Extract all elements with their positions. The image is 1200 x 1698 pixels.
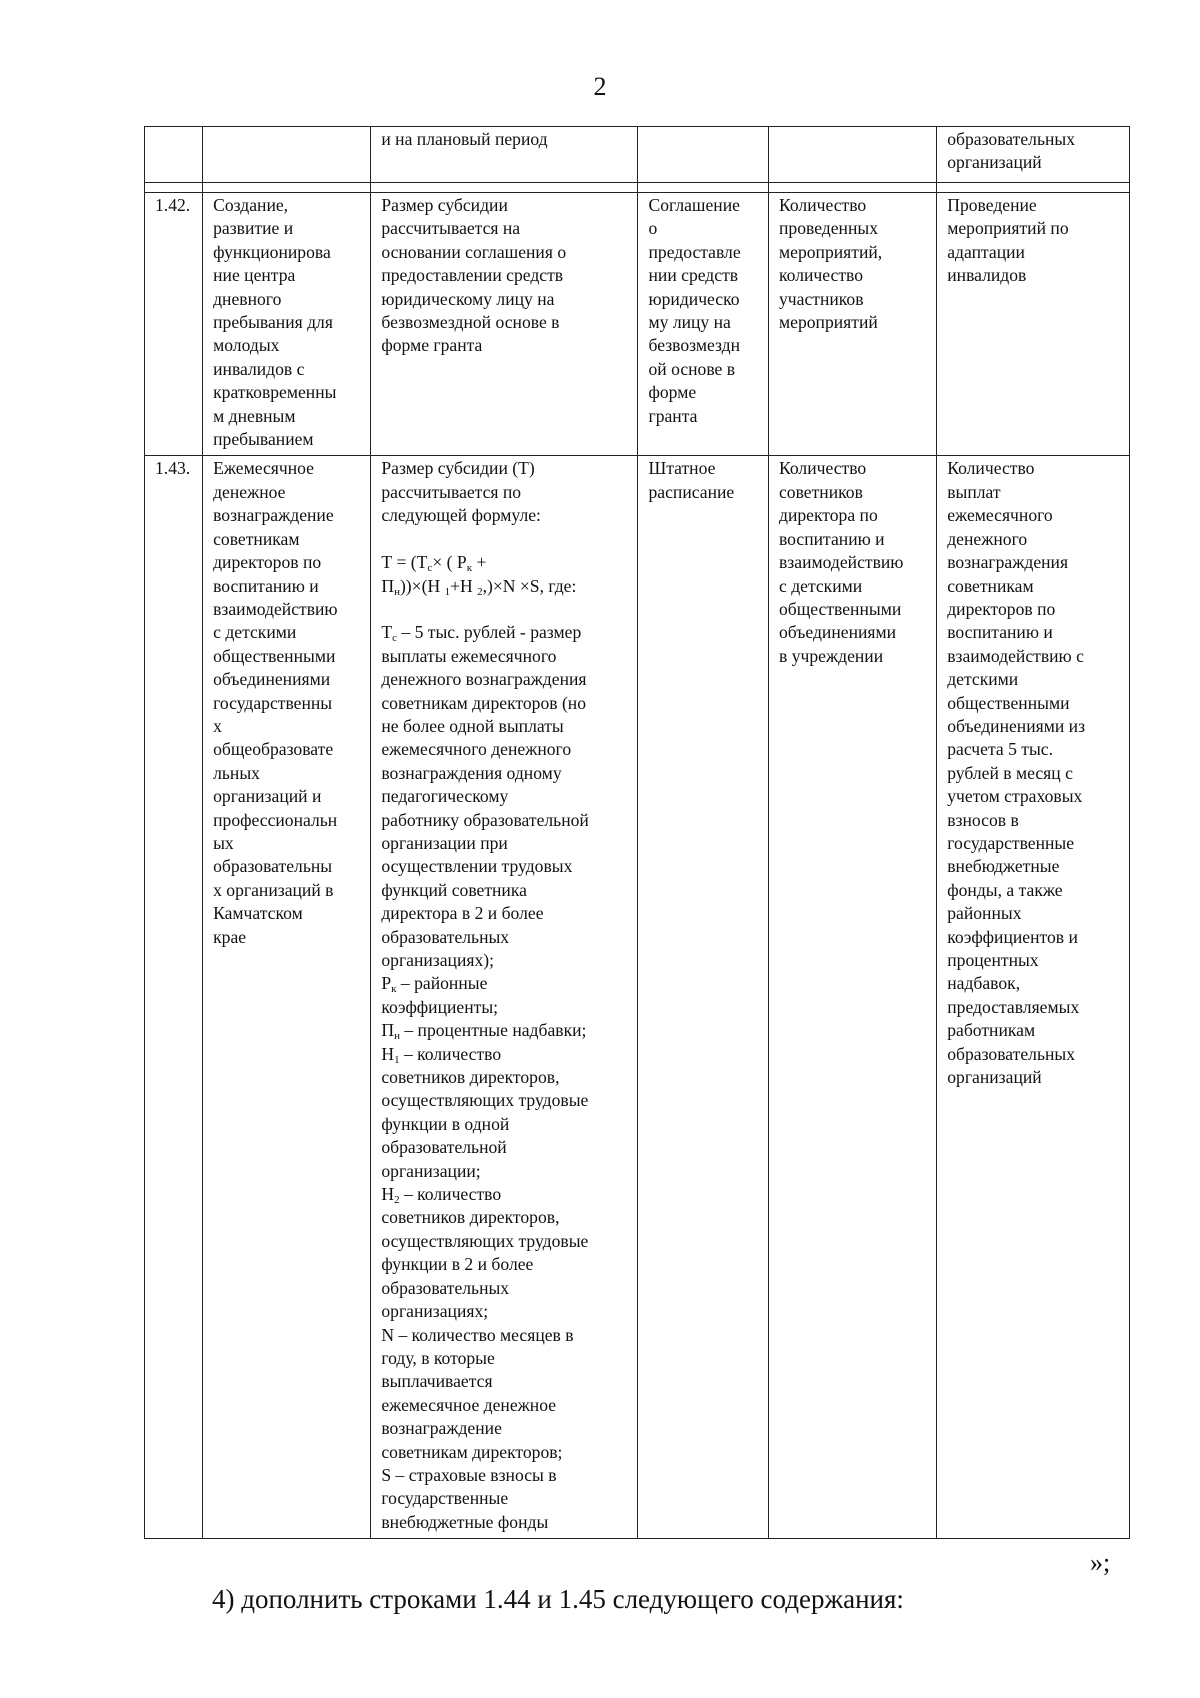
cell-basis bbox=[638, 127, 769, 183]
basis-document: Соглашение о предоставле нии средств юридическо му лицу на безвозмездн ой основе в форме гранта bbox=[638, 193, 769, 456]
table-row-1-42 bbox=[145, 193, 1130, 456]
subsidy-table bbox=[144, 126, 1130, 1539]
row-number: 1.43. bbox=[145, 456, 203, 1539]
indicator: Количество советников директора по воспитанию и взаимодействию с детскими общественными объединениями в учреждении bbox=[769, 456, 937, 1539]
cell-result: образовательных организаций bbox=[937, 127, 1130, 183]
calculation-method: Размер субсидии рассчитывается на основании соглашения о предоставлении средств юридическому лицу на безвозмездной основе в форме гранта bbox=[371, 193, 638, 456]
event-name: Создание, развитие и функционирова ние центра дневного пребывания для молодых инвалидов с кратковременны м дневным пребыванием bbox=[203, 193, 371, 456]
def-s: S – страховые взносы в государственные внебюджетные фонды bbox=[381, 1464, 557, 1532]
amendment-paragraph: 4) дополнить строками 1.44 и 1.45 следующего содержания: bbox=[212, 1584, 904, 1614]
def-h2: $Н_2$ – количество советников директоров, осуществляющих трудовые функции в 2 и более образовательных организациях; bbox=[381, 1184, 589, 1322]
def-rk: $Р_к$ – районные коэффициенты; bbox=[381, 973, 499, 1017]
cell-indicator bbox=[769, 127, 937, 183]
table-row-1-43 bbox=[145, 456, 1130, 1539]
page-number: 2 bbox=[593, 72, 607, 101]
table-row-gap bbox=[145, 183, 1130, 193]
def-n: N – количество месяцев в году, в которые выплачивается ежемесячное денежное вознаграждение советникам директоров; bbox=[381, 1324, 574, 1462]
event-name: Ежемесячное денежное вознаграждение советникам директоров по воспитанию и взаимодействию с детскими общественными объединениями государственны х общеобразовате льных организаций и профессиональн ых образовательны х организаций в Камчатском крае bbox=[203, 456, 371, 1539]
def-pn: $П_н$ – процентные надбавки; bbox=[381, 1020, 587, 1043]
cell-num bbox=[145, 127, 203, 183]
calc-intro: Размер субсидии (Т) рассчитывается по следующей формуле: bbox=[381, 458, 541, 526]
def-h1: $Н_1$ – количество советников директоров, осуществляющих трудовые функции в одной образовательной организации; bbox=[381, 1043, 589, 1181]
indicator: Количество проведенных мероприятий, количество участников мероприятий bbox=[769, 193, 937, 456]
calculation-method bbox=[371, 456, 638, 1539]
formula: $Т = (Т_с\times$ ( $Р_к$ + $П_н))\times(Н$ $_1$+Н $_2$,)×N ×S, где: bbox=[381, 552, 577, 598]
closing-quote: »; bbox=[1090, 1548, 1111, 1577]
cell-name bbox=[203, 127, 371, 183]
row-number: 1.42. bbox=[145, 193, 203, 456]
result: Количество выплат ежемесячного денежного вознаграждения советникам директоров по воспитанию и взаимодействию с детскими общественными объединениями из расчета 5 тыс. рублей в месяц с учетом страховых взносов в государственные внебюджетные фонды, а также районных коэффициентов и процентных надбавок, предоставляемых работникам образовательных организаций bbox=[937, 456, 1130, 1539]
table-row-continued bbox=[145, 127, 1130, 183]
cell-calc: и на плановый период bbox=[371, 127, 638, 183]
def-tc: $Т_с - 5$ тыс. рублей - размер выплаты ежемесячного денежного вознаграждения советникам директоров (но не более одной выплаты ежемесячного денежного вознаграждения одному педагогическому работнику образовательной организации при осуществлении трудовых функций советника директора в 2 и более образовательных организациях); bbox=[381, 622, 589, 970]
basis-document: Штатное расписание bbox=[638, 456, 769, 1539]
result: Проведение мероприятий по адаптации инвалидов bbox=[937, 193, 1130, 456]
